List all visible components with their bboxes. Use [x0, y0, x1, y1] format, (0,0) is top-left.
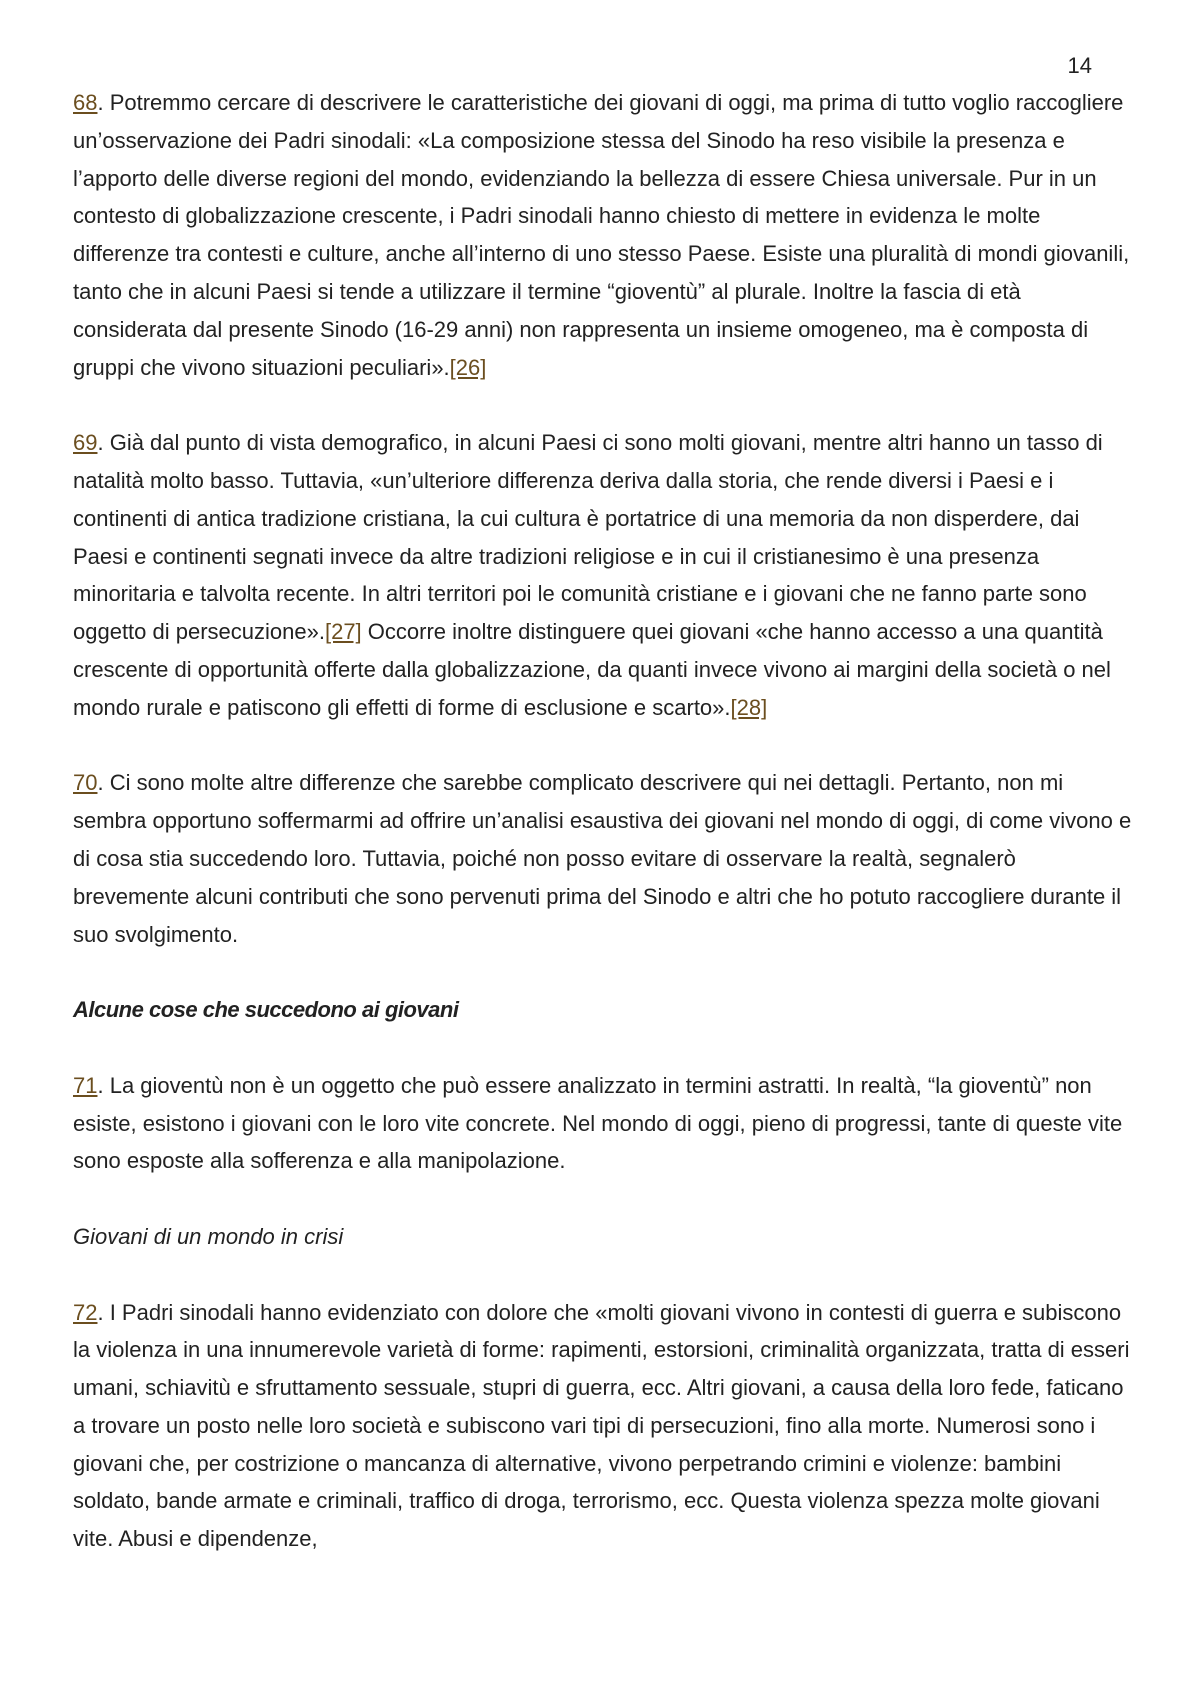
paragraph-text: . Ci sono molte altre differenze che sarebbe complicato descrivere qui nei dettagli. Pertanto, non mi sembra opportuno soffermarmi ad offrire un’analisi esaustiva dei giovani nel mondo di oggi, di come vivono e di cosa stia succedendo loro. Tuttavia, poiché non posso evitare di osservare la realtà, segnalerò brevemente alcuni contributi che sono pervenuti prima del Sinodo e altri che ho potuto raccogliere durante il suo svolgimento. — [73, 770, 1132, 947]
paragraph-number-link-68[interactable]: 68 — [73, 90, 98, 115]
paragraph-text: . Già dal punto di vista demografico, in alcuni Paesi ci sono molti giovani, mentre altri hanno un tasso di natalità molto basso. Tuttavia, «un’ulteriore differenza deriva dalla storia, che rende diversi i Paesi e i continenti di antica tradizione cristiana, la cui cultura è portatrice di una memoria da non disperdere, dai Paesi e continenti segnati invece da altre tradizioni religiose e in cui il cristianesimo è una presenza minoritaria e talvolta recente. In altri territori poi le comunità cristiane e i giovani che ne fanno parte sono oggetto di persecuzione». — [73, 430, 1103, 645]
page-number: 14 — [1067, 53, 1092, 78]
paragraph-number-link-69[interactable]: 69 — [73, 430, 98, 456]
footnote-link-28[interactable]: [28] — [730, 694, 768, 720]
paragraph-text: . I Padri sinodali hanno evidenziato con dolore che «molti giovani vivono in contesti di guerra e subiscono la violenza in una innumerevole varietà di forme: rapimenti, estorsioni, criminalità organizzata, tratta di esseri umani, schiavitù e sfruttamento sessuale, stupri di guerra, ecc. Altri giovani, a causa della loro fede, faticano a trovare un posto nelle loro società e subiscono vari tipi di persecuzioni, fino alla morte. Numerosi sono i giovani che, per costrizione o mancanza di alternative, vivono perpetrando crimini e violenze: bambini soldato, bande armate e criminali, traffico di droga, terrorismo, ecc. Questa violenza spezza molte giovani vite. Abusi e dipendenze, — [73, 1299, 1130, 1552]
paragraph-text: . Potremmo cercare di descrivere le caratteristiche dei giovani di oggi, ma prima di tutto voglio raccogliere un’osservazione dei Padri sinodali: «La composizione stessa del Sinodo ha reso visibile la presenza e l’apporto delle diverse regioni del mondo, evidenziando la bellezza di essere Chiesa universale. Pur in un contesto di globalizzazione crescente, i Padri sinodali hanno chiesto di mettere in evidenza le molte differenze tra contesti e culture, anche all’interno di uno stesso Paese. Esiste una pluralità di mondi giovanili, tanto che in alcuni Paesi si tende a utilizzare il termine “gioventù” al plurale. Inoltre la fascia di età considerata dal presente Sinodo (16-29 anni) non rappresenta un insieme omogeneo, ma è composta di gruppi che vivono situazioni peculiari». — [73, 90, 1130, 380]
section-heading: Alcune cose che succedono ai giovani — [73, 997, 459, 1023]
paragraph-number-link-71[interactable]: 71 — [73, 1072, 98, 1098]
paragraph-72 — [73, 1294, 1133, 1559]
footnote-link-26[interactable]: [26] — [449, 354, 487, 380]
paragraph-71 — [73, 1067, 1133, 1180]
subsection-heading: Giovani di un mondo in crisi — [73, 1223, 344, 1249]
paragraph-text: . La gioventù non è un oggetto che può essere analizzato in termini astratti. In realtà, “la gioventù” non esiste, esistono i giovani con le loro vite concrete. Nel mondo di oggi, pieno di progressi, tante di queste vite sono esposte alla sofferenza e alla manipolazione. — [73, 1072, 1123, 1174]
document-body — [73, 84, 1133, 1596]
footnote-link-27[interactable]: [27] — [324, 619, 362, 645]
paragraph-68 — [73, 84, 1133, 386]
paragraph-text: Occorre inoltre distinguere quei giovani «che hanno accesso a una quantità crescente di opportunità offerte dalla globalizzazione, da quanti invece vivono ai margini della società o nel mondo rurale e patiscono gli effetti di forme di esclusione e scarto». — [73, 619, 1111, 720]
paragraph-number-link-72[interactable]: 72 — [73, 1299, 98, 1325]
paragraph-number-link-70[interactable]: 70 — [73, 770, 98, 796]
paragraph-69 — [73, 424, 1133, 726]
paragraph-70 — [73, 764, 1133, 953]
